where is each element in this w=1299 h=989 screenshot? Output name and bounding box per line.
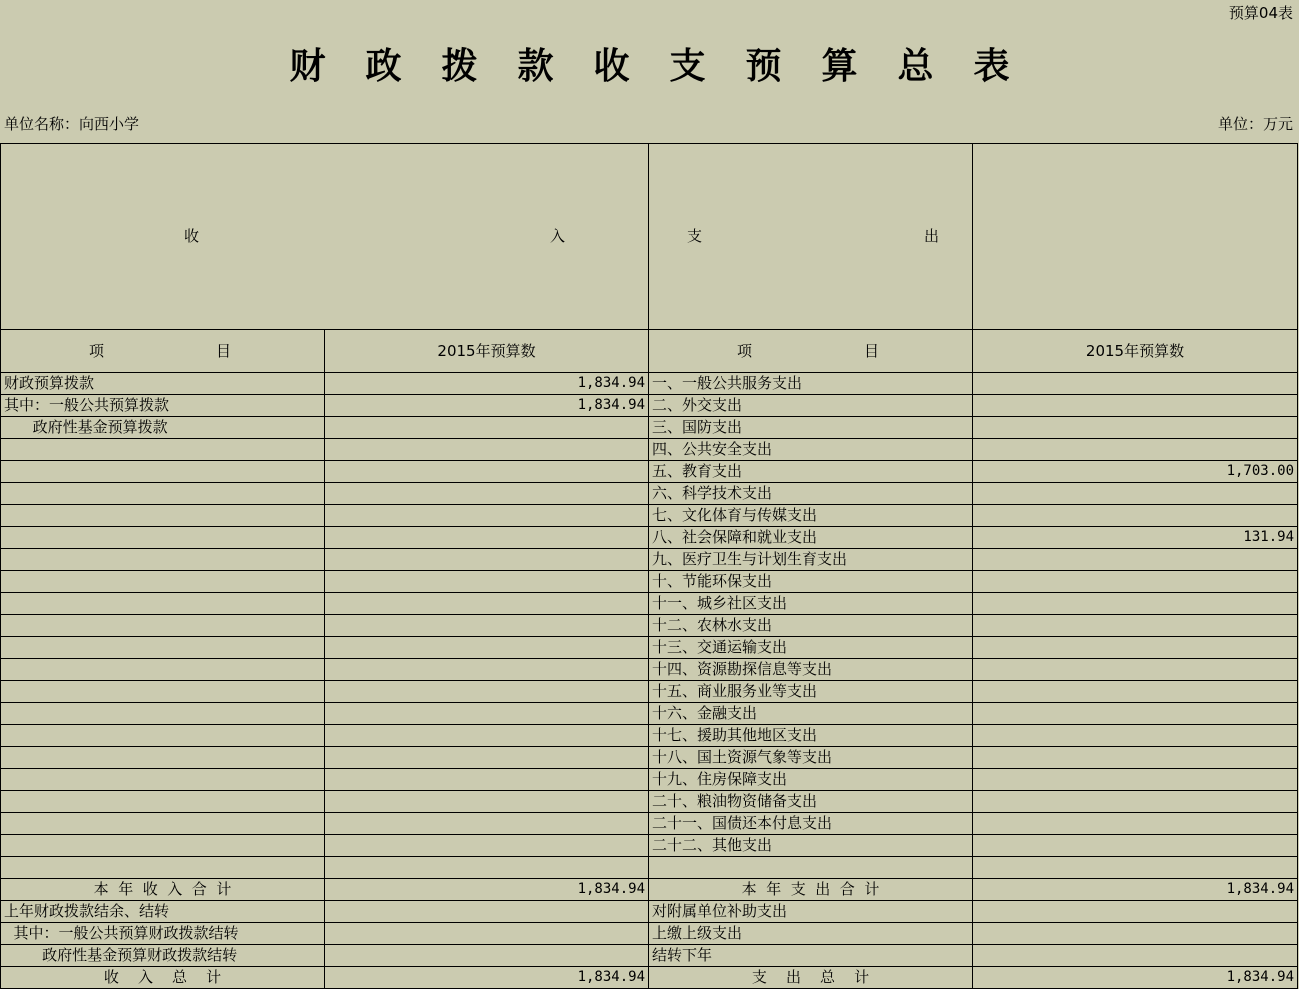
income-item-cell — [1, 813, 325, 835]
table-row — [1, 813, 1298, 835]
expense-item-header: 项 目 — [649, 330, 973, 373]
column-header-row — [1, 330, 1298, 373]
income-value-cell — [325, 923, 649, 945]
page-title: 财政拨款收支预算总表 — [289, 45, 1050, 87]
year-income-total-value: 1,834.94 — [325, 879, 649, 901]
income-value-cell — [325, 571, 649, 593]
income-item-cell — [1, 725, 325, 747]
income-value-cell — [325, 615, 649, 637]
table-row — [1, 659, 1298, 681]
expense-value-cell: 131.94 — [973, 527, 1298, 549]
expense-item-cell: 上缴上级支出 — [649, 923, 973, 945]
expense-item-cell: 七、文化体育与传媒支出 — [649, 505, 973, 527]
expense-item-cell: 十五、商业服务业等支出 — [649, 681, 973, 703]
income-value-cell — [325, 483, 649, 505]
expense-item-cell: 十、节能环保支出 — [649, 571, 973, 593]
income-item-cell: 其中：一般公共预算拨款 — [1, 395, 325, 417]
table-row — [1, 703, 1298, 725]
expense-item-cell: 十四、资源勘探信息等支出 — [649, 659, 973, 681]
expense-value-cell — [973, 813, 1298, 835]
expense-budget-header: 2015年预算数 — [973, 330, 1298, 373]
currency-unit: 单位：万元 — [1217, 115, 1293, 133]
expense-value-cell — [973, 637, 1298, 659]
income-value-cell — [325, 747, 649, 769]
year-income-total-label: 本 年 收 入 合 计 — [1, 879, 325, 901]
income-header: 收 入 — [1, 144, 649, 330]
table-row — [1, 571, 1298, 593]
expense-grand-total-label: 支 出 总 计 — [649, 967, 973, 989]
grand-total-row — [1, 967, 1298, 989]
year-expense-total-value: 1,834.94 — [973, 879, 1298, 901]
expense-value-cell — [973, 945, 1298, 967]
expense-header: 支 出 — [649, 144, 973, 330]
expense-item-cell: 六、科学技术支出 — [649, 483, 973, 505]
expense-value-cell — [973, 439, 1298, 461]
expense-item-cell: 十六、金融支出 — [649, 703, 973, 725]
income-item-cell — [1, 483, 325, 505]
income-value-cell — [325, 439, 649, 461]
income-item-cell — [1, 527, 325, 549]
expense-value-cell — [973, 417, 1298, 439]
table-row — [1, 483, 1298, 505]
expense-value-cell — [973, 725, 1298, 747]
income-item-cell — [1, 615, 325, 637]
expense-item-cell: 结转下年 — [649, 945, 973, 967]
table-row — [1, 769, 1298, 791]
income-item-cell — [1, 505, 325, 527]
expense-value-cell — [973, 373, 1298, 395]
expense-item-cell: 二、外交支出 — [649, 395, 973, 417]
expense-item-cell: 九、医疗卫生与计划生育支出 — [649, 549, 973, 571]
table-row — [1, 637, 1298, 659]
income-value-cell — [325, 417, 649, 439]
income-budget-header: 2015年预算数 — [325, 330, 649, 373]
table-row — [1, 417, 1298, 439]
expense-item-cell: 对附属单位补助支出 — [649, 901, 973, 923]
income-item-cell — [1, 681, 325, 703]
income-item-cell — [1, 593, 325, 615]
expense-item-cell: 十九、住房保障支出 — [649, 769, 973, 791]
income-item-cell — [1, 857, 325, 879]
income-item-cell — [1, 791, 325, 813]
expense-value-cell — [973, 483, 1298, 505]
carryover-row — [1, 901, 1298, 923]
expense-value-cell — [973, 835, 1298, 857]
expense-value-cell — [973, 703, 1298, 725]
income-value-cell — [325, 593, 649, 615]
income-value-cell: 1,834.94 — [325, 395, 649, 417]
income-grand-total-label: 收 入 总 计 — [1, 967, 325, 989]
income-value-cell — [325, 527, 649, 549]
expense-item-cell: 十八、国土资源气象等支出 — [649, 747, 973, 769]
income-item-cell — [1, 549, 325, 571]
income-item-cell — [1, 439, 325, 461]
income-item-cell — [1, 835, 325, 857]
income-value-cell — [325, 791, 649, 813]
expense-item-cell — [649, 857, 973, 879]
expense-item-cell: 二十二、其他支出 — [649, 835, 973, 857]
table-row — [1, 615, 1298, 637]
expense-value-cell — [973, 593, 1298, 615]
income-value-cell: 1,834.94 — [325, 373, 649, 395]
income-item-cell — [1, 747, 325, 769]
expense-value-cell — [973, 681, 1298, 703]
income-item-cell: 政府性基金预算财政拨款结转 — [1, 945, 325, 967]
expense-item-cell: 十三、交通运输支出 — [649, 637, 973, 659]
expense-grand-total-value: 1,834.94 — [973, 967, 1298, 989]
table-row — [1, 835, 1298, 857]
expense-value-cell — [973, 395, 1298, 417]
income-item-cell — [1, 637, 325, 659]
income-item-cell: 其中：一般公共预算财政拨款结转 — [1, 923, 325, 945]
income-item-header: 项 目 — [1, 330, 325, 373]
income-value-cell — [325, 813, 649, 835]
expense-value-cell: 1,703.00 — [973, 461, 1298, 483]
expense-value-cell — [973, 615, 1298, 637]
income-value-cell — [325, 681, 649, 703]
expense-value-cell — [973, 747, 1298, 769]
income-item-cell — [1, 769, 325, 791]
table-row — [1, 791, 1298, 813]
table-row — [1, 857, 1298, 879]
expense-value-cell — [973, 791, 1298, 813]
income-value-cell — [325, 725, 649, 747]
income-item-cell — [1, 703, 325, 725]
expense-value-cell — [973, 769, 1298, 791]
table-row — [1, 593, 1298, 615]
expense-value-cell — [973, 901, 1298, 923]
expense-value-cell — [973, 857, 1298, 879]
income-item-cell — [1, 571, 325, 593]
table-row — [1, 505, 1298, 527]
year-total-row — [1, 879, 1298, 901]
expense-item-cell: 五、教育支出 — [649, 461, 973, 483]
expense-value-cell — [973, 659, 1298, 681]
income-value-cell — [325, 461, 649, 483]
budget-table — [0, 143, 1298, 989]
expense-item-cell: 三、国防支出 — [649, 417, 973, 439]
table-row — [1, 527, 1298, 549]
expense-value-cell — [973, 549, 1298, 571]
income-value-cell — [325, 703, 649, 725]
income-value-cell — [325, 857, 649, 879]
expense-value-cell — [973, 571, 1298, 593]
income-value-cell — [325, 835, 649, 857]
income-item-cell: 财政预算拨款 — [1, 373, 325, 395]
income-value-cell — [325, 505, 649, 527]
carryover-row — [1, 923, 1298, 945]
expense-item-cell: 一、一般公共服务支出 — [649, 373, 973, 395]
expense-item-cell: 八、社会保障和就业支出 — [649, 527, 973, 549]
income-value-cell — [325, 637, 649, 659]
income-value-cell — [325, 769, 649, 791]
table-row — [1, 747, 1298, 769]
income-value-cell — [325, 945, 649, 967]
income-item-cell: 上年财政拨款结余、结转 — [1, 901, 325, 923]
table-row — [1, 549, 1298, 571]
expense-value-cell — [973, 505, 1298, 527]
expense-item-cell: 二十、粮油物资储备支出 — [649, 791, 973, 813]
expense-item-cell: 四、公共安全支出 — [649, 439, 973, 461]
table-row — [1, 725, 1298, 747]
expense-item-cell: 十二、农林水支出 — [649, 615, 973, 637]
expense-item-cell: 十七、援助其他地区支出 — [649, 725, 973, 747]
carryover-row — [1, 945, 1298, 967]
table-row — [1, 681, 1298, 703]
expense-header-blank — [973, 144, 1298, 330]
form-code: 预算04表 — [1228, 4, 1293, 22]
year-expense-total-label: 本 年 支 出 合 计 — [649, 879, 973, 901]
table-row — [1, 395, 1298, 417]
expense-value-cell — [973, 923, 1298, 945]
income-value-cell — [325, 659, 649, 681]
expense-item-cell: 十一、城乡社区支出 — [649, 593, 973, 615]
income-item-cell — [1, 659, 325, 681]
income-value-cell — [325, 549, 649, 571]
income-item-cell: 政府性基金预算拨款 — [1, 417, 325, 439]
income-item-cell — [1, 461, 325, 483]
income-grand-total-value: 1,834.94 — [325, 967, 649, 989]
table-row — [1, 373, 1298, 395]
table-row — [1, 461, 1298, 483]
table-row — [1, 439, 1298, 461]
income-value-cell — [325, 901, 649, 923]
expense-item-cell: 二十一、国债还本付息支出 — [649, 813, 973, 835]
unit-name: 单位名称：向西小学 — [4, 115, 140, 133]
section-header-row — [1, 144, 1298, 330]
